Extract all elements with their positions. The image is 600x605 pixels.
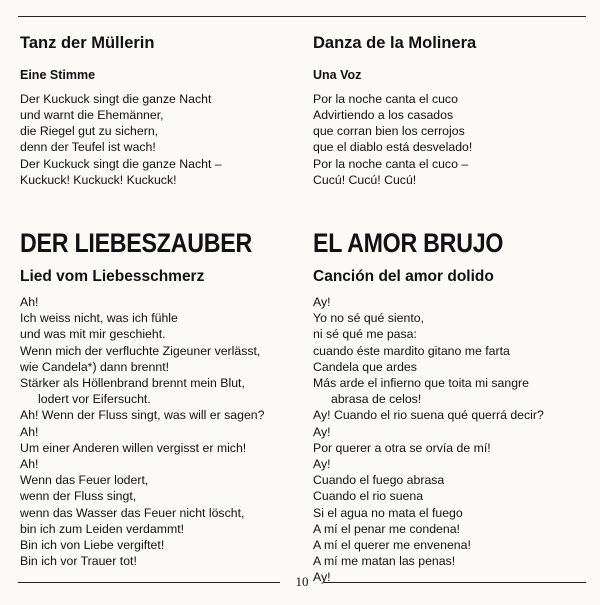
lyric-line: die Riegel gut zu sichern, <box>20 124 159 139</box>
section-danza-de-la-molinera <box>313 34 593 188</box>
lyric-line: und was mit mir geschieht. <box>20 327 166 342</box>
lyric-line: Bin ich von Liebe vergiftet! <box>20 538 165 553</box>
lyric-line: Candela que ardes <box>313 359 417 374</box>
page-number: 10 <box>295 574 309 589</box>
lyric-line: que corran bien los cerrojos <box>313 124 465 139</box>
lyric-line: Wenn mich der verfluchte Zigeuner verlässt, <box>20 343 261 358</box>
lyric-line: Wenn das Feuer lodert, <box>20 473 149 488</box>
lyric-line: Yo no sé qué siento, <box>313 311 424 326</box>
lyric-line: wenn der Fluss singt, <box>20 489 137 504</box>
lyric-line: Um einer Anderen willen vergisst er mich! <box>20 440 247 455</box>
song-title-german: Lied vom Liebesschmerz <box>20 268 205 285</box>
lyric-line: Por querer a otra se orvía de mí! <box>313 440 491 455</box>
work-title-spanish: EL AMOR BRUJO <box>313 228 504 258</box>
lyric-line: Más arde el infierno que toita mi sangre <box>313 376 529 391</box>
lyrics <box>313 91 593 188</box>
work-title-german: DER LIEBESZAUBER <box>20 228 252 258</box>
lyric-line: Stärker als Höllenbrand brennt mein Blut, <box>20 376 245 391</box>
lyric-line: Ay! <box>313 457 331 472</box>
lyric-line: que el diablo está desvelado! <box>313 140 473 155</box>
lyric-line: ni sé qué me pasa: <box>313 327 417 342</box>
lyric-line: und warnt die Ehemänner, <box>20 108 164 122</box>
lyric-line: denn der Teufel ist wach! <box>20 140 156 155</box>
lyric-line: Cuando el rio suena <box>313 489 424 504</box>
voice-label: Eine Stimme <box>20 67 96 82</box>
lyric-line: Ay! <box>313 570 331 585</box>
song-title: Danza de la Molinera <box>313 34 477 52</box>
lyric-line: Si el agua no mata el fuego <box>313 505 463 520</box>
footer-rule-right <box>324 582 586 583</box>
song-title-spanish: Canción del amor dolido <box>313 268 494 285</box>
lyric-line: Por la noche canta el cuco <box>313 91 458 106</box>
lyric-line: Ah! Wenn der Fluss singt, was will er sagen? <box>20 408 265 423</box>
lyrics-german <box>20 294 264 569</box>
lyric-line: Kuckuck! Kuckuck! Kuckuck! <box>20 172 177 187</box>
lyric-line: Cucú! Cucú! Cucú! <box>313 172 417 187</box>
lyric-line: Ay! Cuando el rio suena qué querrá decir? <box>313 408 544 423</box>
lyrics <box>20 91 300 188</box>
lyric-line: Der Kuckuck singt die ganze Nacht – <box>20 156 222 171</box>
song-title: Tanz der Müllerin <box>20 34 155 52</box>
lyrics-spanish <box>313 294 544 586</box>
lyric-line: A mí el querer me envenena! <box>313 538 471 553</box>
lyric-line: Ay! <box>313 295 331 309</box>
lyric-line: A mí el penar me condena! <box>313 521 460 536</box>
page-footer <box>18 574 586 590</box>
lyric-line: Advirtiendo a los casados <box>313 108 454 122</box>
lyric-line: abrasa de celos! <box>331 392 422 407</box>
section-tanz-der-muellerin <box>20 34 300 188</box>
lyric-line: Ah! <box>20 457 39 472</box>
lyric-line: bin ich zum Leiden verdammt! <box>20 521 185 536</box>
lyric-line: Ah! <box>20 424 39 439</box>
lyric-line: Por la noche canta el cuco – <box>313 156 469 171</box>
top-rule <box>18 16 586 17</box>
lyric-line: Bin ich vor Trauer tot! <box>20 554 137 569</box>
lyric-line: Ich weiss nicht, was ich fühle <box>20 311 178 326</box>
lyric-line: Cuando el fuego abrasa <box>313 473 445 488</box>
lyric-line: cuando éste mardito gitano me farta <box>313 343 510 358</box>
lyric-line: Der Kuckuck singt die ganze Nacht <box>20 91 212 106</box>
lyric-line: A mí me matan las penas! <box>313 554 456 569</box>
lyric-line: lodert vor Eifersucht. <box>38 392 151 407</box>
voice-label: Una Voz <box>313 67 362 82</box>
lyric-line: Ah! <box>20 295 39 309</box>
lyric-line: wie Candela*) dann brennt! <box>20 359 170 374</box>
lyric-line: Ay! <box>313 424 331 439</box>
lyric-line: wenn das Wasser das Feuer nicht löscht, <box>20 505 245 520</box>
